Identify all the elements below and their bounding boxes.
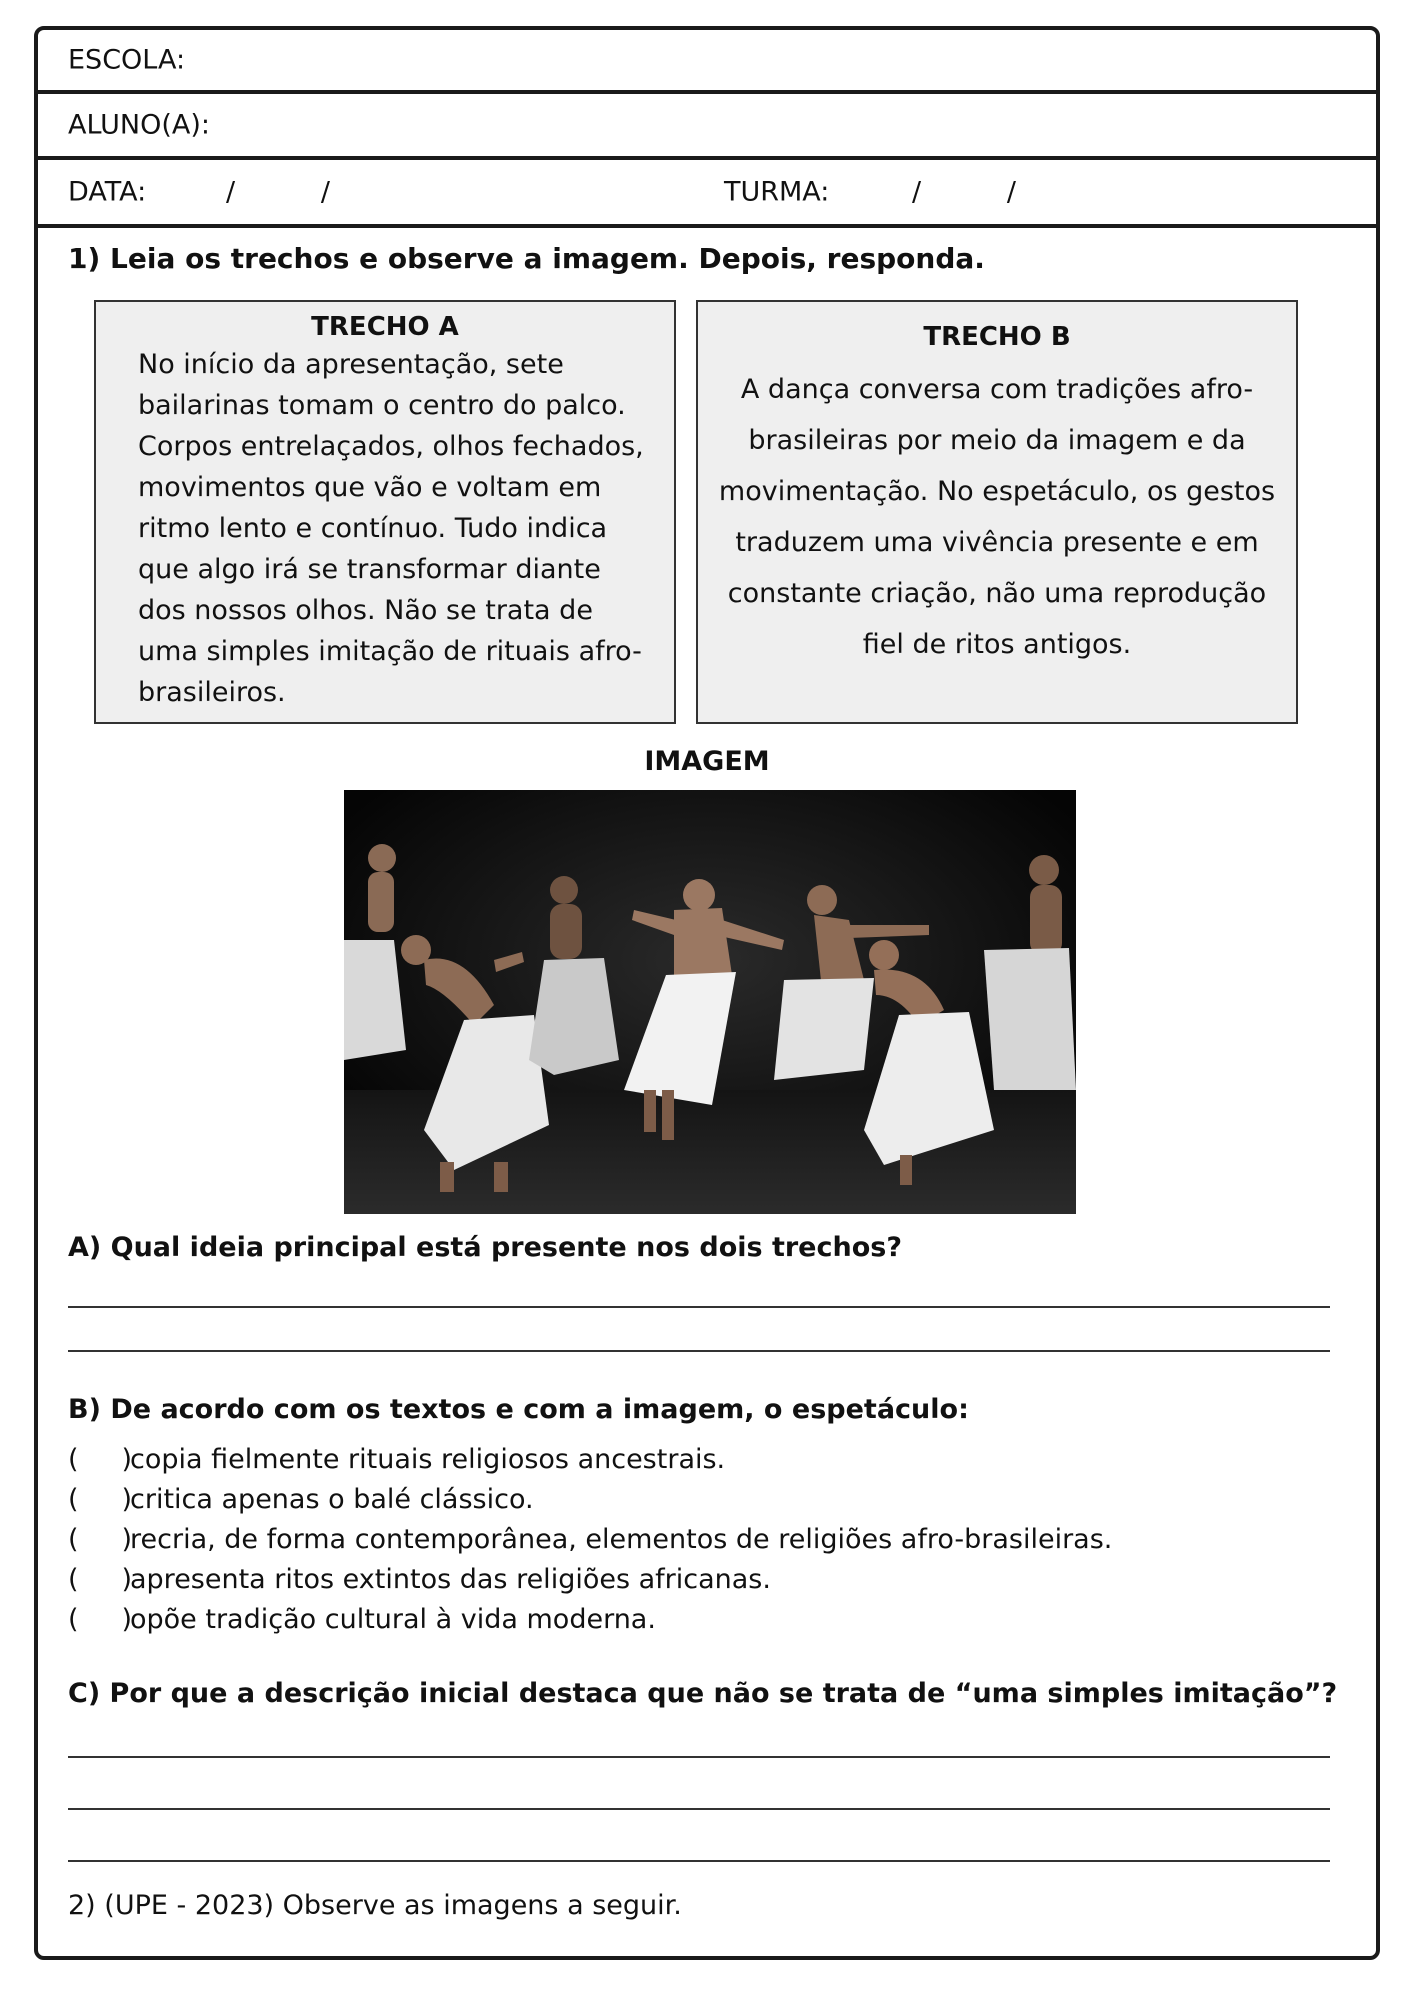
option-1[interactable] — [68, 1444, 725, 1475]
answer-line-c2[interactable] — [68, 1808, 1330, 1810]
dancers-illustration — [344, 790, 1076, 1214]
option-checkbox[interactable]: ( ) — [68, 1604, 132, 1635]
image-title: IMAGEM — [644, 746, 770, 777]
trecho-b-line: brasileiras por meio da imagem e da — [748, 425, 1246, 456]
trecho-a-line: No início da apresentação, sete — [138, 349, 564, 380]
aluno-label: ALUNO(A): — [68, 109, 211, 141]
trecho-a-text — [138, 344, 644, 713]
data-slashes: / / — [226, 176, 331, 208]
trecho-b-box — [696, 300, 1298, 724]
option-3[interactable] — [68, 1524, 1112, 1555]
option-text: copia fielmente rituais religiosos ancestrais. — [130, 1444, 726, 1475]
trecho-b-line: fiel de ritos antigos. — [862, 629, 1132, 660]
escola-row — [38, 30, 1376, 94]
trecho-a-line: movimentos que vão e voltam em — [138, 472, 602, 503]
worksheet — [34, 26, 1380, 1960]
trecho-a-line: que algo irá se transformar diante — [138, 554, 601, 585]
option-checkbox[interactable]: ( ) — [68, 1484, 132, 1515]
trecho-a-line: brasileiros. — [138, 677, 286, 708]
aluno-row — [38, 94, 1376, 160]
question-1-title: 1) Leia os trechos e observe a imagem. Depois, responda. — [68, 242, 985, 275]
option-text: apresenta ritos extintos das religiões africanas. — [130, 1564, 771, 1595]
trecho-a-line: dos nossos olhos. Não se trata de — [138, 595, 593, 626]
item-a-question: A) Qual ideia principal está presente nos dois trechos? — [68, 1232, 903, 1263]
escola-label: ESCOLA: — [68, 44, 186, 76]
option-checkbox[interactable]: ( ) — [68, 1524, 132, 1555]
option-4[interactable] — [68, 1564, 771, 1595]
answer-line-c3[interactable] — [68, 1860, 1330, 1862]
trecho-a-line: bailarinas tomam o centro do palco. — [138, 390, 626, 421]
item-b-question: B) De acordo com os textos e com a imagem, o espetáculo: — [68, 1394, 969, 1425]
dancer — [368, 844, 396, 932]
trecho-b-line: constante criação, não uma reprodução — [727, 578, 1267, 609]
trecho-b-title: TRECHO B — [923, 322, 1071, 352]
trecho-b-line: movimentação. No espetáculo, os gestos — [718, 476, 1276, 507]
option-text: opõe tradição cultural à vida moderna. — [130, 1604, 656, 1635]
answer-line-a1[interactable] — [68, 1306, 1330, 1308]
option-checkbox[interactable]: ( ) — [68, 1564, 132, 1595]
trecho-a-line: Corpos entrelaçados, olhos fechados, — [138, 431, 644, 462]
trecho-a-line: uma simples imitação de rituais afro- — [138, 636, 642, 667]
turma-slashes: / / — [912, 176, 1017, 208]
trecho-a-title: TRECHO A — [311, 312, 459, 342]
option-2[interactable] — [68, 1484, 534, 1515]
option-text: recria, de forma contemporânea, elementos de religiões afro-brasileiras. — [130, 1524, 1113, 1555]
answer-line-a2[interactable] — [68, 1350, 1330, 1352]
trecho-a-line: ritmo lento e contínuo. Tudo indica — [138, 513, 608, 544]
question-2-title: 2) (UPE - 2023) Observe as imagens a seguir. — [68, 1890, 682, 1921]
turma-label: TURMA: — [724, 176, 830, 208]
trecho-b-line: traduzem uma vivência presente e em — [735, 527, 1259, 558]
option-5[interactable] — [68, 1604, 656, 1635]
item-c-question: C) Por que a descrição inicial destaca que não se trata de “uma simples imitação”? — [68, 1678, 1338, 1709]
option-text: critica apenas o balé clássico. — [130, 1484, 534, 1515]
trecho-a-box — [94, 300, 676, 724]
data-turma-row — [38, 160, 1376, 228]
dance-photo — [344, 790, 1076, 1214]
trecho-b-line: A dança conversa com tradições afro- — [740, 374, 1254, 405]
answer-line-c1[interactable] — [68, 1756, 1330, 1758]
data-label: DATA: — [68, 176, 147, 208]
trecho-b-text — [698, 364, 1296, 670]
option-checkbox[interactable]: ( ) — [68, 1444, 132, 1475]
